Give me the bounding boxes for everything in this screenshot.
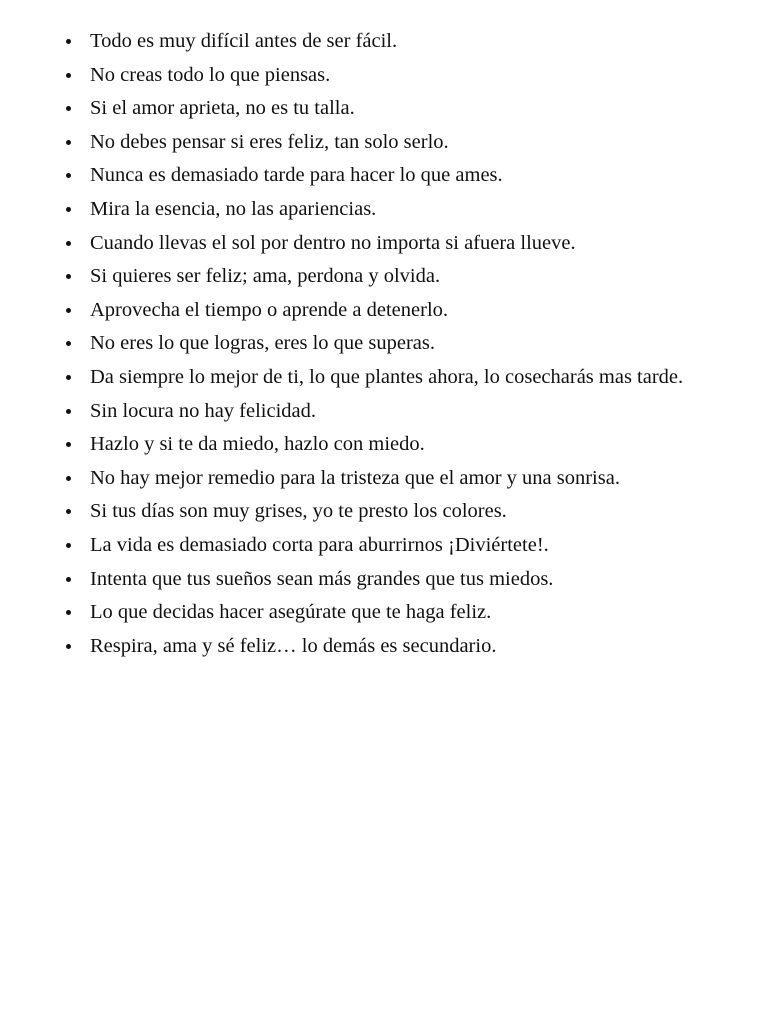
- list-item: [62, 163, 702, 187]
- quote-text: No eres lo que logras, eres lo que superas.: [90, 332, 435, 355]
- list-item: [62, 29, 702, 53]
- bullet-icon: [66, 375, 71, 380]
- bullet-icon: [66, 140, 71, 145]
- list-item: [62, 298, 702, 322]
- quote-text: Si el amor aprieta, no es tu talla.: [90, 97, 355, 120]
- list-item: [62, 130, 702, 154]
- quote-text: Sin locura no hay felicidad.: [90, 399, 317, 422]
- quote-text: La vida es demasiado corta para aburrirnos ¡Diviértete!.: [90, 533, 549, 556]
- list-item: [62, 63, 702, 87]
- bullet-icon: [66, 241, 71, 246]
- quote-text: Cuando llevas el sol por dentro no importa si afuera llueve.: [90, 231, 576, 254]
- list-item: [62, 365, 702, 389]
- quote-text: Mira la esencia, no las apariencias.: [90, 197, 377, 220]
- list-item: [62, 197, 702, 221]
- quote-text: Si tus días son muy grises, yo te presto los colores.: [90, 500, 507, 523]
- bullet-icon: [66, 274, 71, 279]
- list-item: [62, 264, 702, 288]
- list-item: [62, 466, 702, 490]
- list-item: [62, 331, 702, 355]
- list-item: [62, 600, 702, 624]
- list-item: [62, 533, 702, 557]
- quote-text: Todo es muy difícil antes de ser fácil.: [90, 30, 398, 52]
- list-item: [62, 399, 702, 423]
- quote-text: No creas todo lo que piensas.: [90, 63, 331, 86]
- bullet-icon: [66, 543, 71, 548]
- bullet-icon: [66, 476, 71, 481]
- quote-text: Aprovecha el tiempo o aprende a detenerlo.: [90, 298, 449, 321]
- quote-text: Respira, ama y sé feliz… lo demás es secundario.: [90, 634, 497, 657]
- quote-text: Si quieres ser feliz; ama, perdona y olvida.: [90, 265, 441, 288]
- quote-text: No debes pensar si eres feliz, tan solo serlo.: [90, 130, 449, 153]
- list-item: [62, 231, 702, 255]
- bullet-icon: [66, 577, 71, 582]
- bullet-icon: [66, 73, 71, 78]
- quote-text: Da siempre lo mejor de ti, lo que plantes ahora, lo cosecharás mas tarde.: [90, 365, 684, 388]
- list-item: [62, 432, 702, 456]
- quote-text: Intenta que tus sueños sean más grandes que tus miedos.: [90, 567, 554, 590]
- bullet-icon: [66, 409, 71, 414]
- bullet-icon: [66, 341, 71, 346]
- list-item: [62, 634, 702, 658]
- bullet-icon: [66, 442, 71, 447]
- list-item: [62, 96, 702, 120]
- bullet-icon: [66, 509, 71, 514]
- bullet-icon: [66, 610, 71, 615]
- quote-text: Nunca es demasiado tarde para hacer lo que ames.: [90, 164, 503, 187]
- quote-text: No hay mejor remedio para la tristeza que el amor y una sonrisa.: [90, 466, 620, 489]
- bullet-icon: [66, 308, 71, 313]
- bullet-icon: [66, 39, 71, 44]
- bullet-icon: [66, 173, 71, 178]
- quote-text: Lo que decidas hacer asegúrate que te haga feliz.: [90, 601, 492, 624]
- list-item: [62, 499, 702, 523]
- quote-list: [62, 29, 702, 667]
- list-item: [62, 567, 702, 591]
- bullet-icon: [66, 644, 71, 649]
- bullet-icon: [66, 207, 71, 212]
- bullet-icon: [66, 106, 71, 111]
- quote-text: Hazlo y si te da miedo, hazlo con miedo.: [90, 433, 425, 456]
